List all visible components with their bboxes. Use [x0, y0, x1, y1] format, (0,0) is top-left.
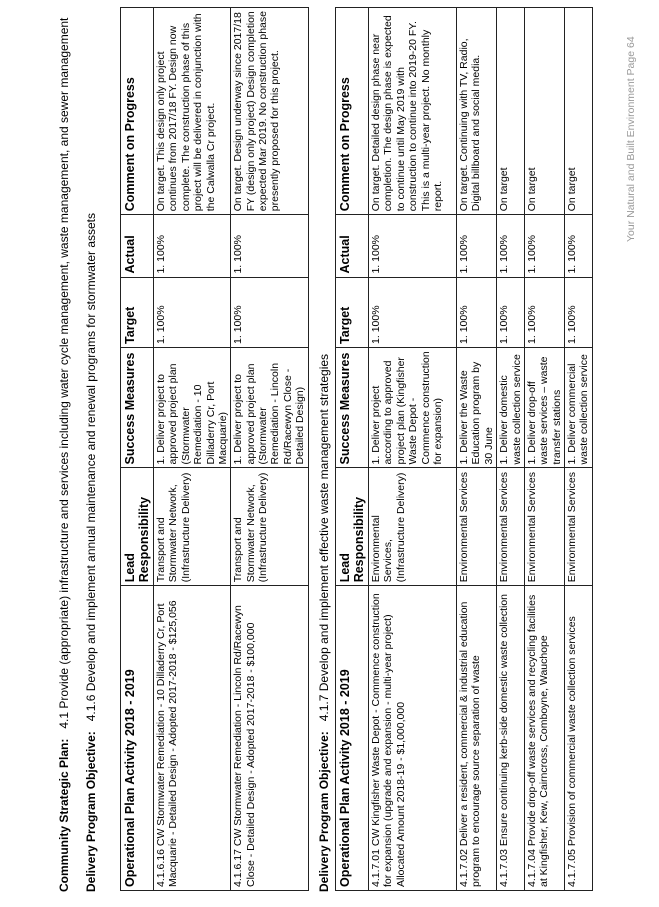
header-comment: Comment on Progress: [336, 8, 369, 215]
measures-cell: 1. Deliver project to approved project plan (Stormwater Remediation - Lincoln Rd/Racewyn Close - Detailed Design): [231, 347, 308, 468]
objective-heading-2: [317, 354, 331, 892]
comment-cell: On target. Detailed design phase near completion. The design phase is expected to continue until May 2019 with construction to continue into 2019-20 FY. This is a multi-year project. No monthly report.: [369, 8, 457, 215]
comment-cell: On target. This design only project continues from 2017/18 FY. Design now complete. The construction phase of this project will be delivered in conjunction with the Calwalla Cr project.: [154, 8, 231, 215]
header-lead: Lead Responsibility: [336, 468, 369, 586]
target-cell: 1. 100%: [524, 277, 564, 347]
target-cell: 1. 100%: [369, 277, 457, 347]
header-target: Target: [121, 277, 154, 347]
table-row: [154, 8, 231, 891]
lead-cell: Environmental Services: [497, 468, 525, 586]
table-header-row: [121, 8, 154, 891]
table-row: [524, 8, 564, 891]
target-cell: 1. 100%: [231, 277, 308, 347]
lead-cell: Environmental Services: [524, 468, 564, 586]
measures-cell: 1. Deliver drop-off waste services – waste transfer stations: [524, 347, 564, 468]
objective-heading-1: [84, 213, 98, 892]
activity-cell: 4.1.7.02 Deliver a resident, commercial & industrial education program to encourage source separation of waste: [457, 586, 497, 891]
lead-cell: Environmental Services, (Infrastructure Delivery): [369, 468, 457, 586]
header-actual: Actual: [336, 215, 369, 277]
community-plan-text: 4.1 Provide (appropriate) infrastructure and services including water cycle management, waste management, and sewer management: [57, 17, 71, 729]
lead-cell: Environmental Services: [565, 468, 593, 586]
stormwater-table: [120, 7, 309, 891]
activity-cell: 4.1.7.05 Provision of commercial waste collection services: [565, 586, 593, 891]
community-strategic-plan: [57, 18, 71, 892]
lead-cell: Transport and Stormwater Network, (Infrastructure Delivery): [231, 468, 308, 586]
measures-cell: 1. Deliver project according to approved project plan (Kingfisher Waste Depot - Commence construction for expansion): [369, 347, 457, 468]
comment-cell: On target: [565, 8, 593, 215]
header-measures: Success Measures: [121, 347, 154, 468]
measures-cell: 1. Deliver the Waste Education program by 30 June: [457, 347, 497, 468]
measures-cell: 1. Deliver commercial waste collection service: [565, 347, 593, 468]
table-header-row: [336, 8, 369, 891]
activity-cell: 4.1.7.04 Provide drop-off waste services and recycling facilities at Kingfisher, Kew, Cairncross, Comboyne, Wauchope: [524, 586, 564, 891]
actual-cell: 1. 100%: [154, 215, 231, 277]
lead-cell: Transport and Stormwater Network, (Infrastructure Delivery): [154, 468, 231, 586]
header-actual: Actual: [121, 215, 154, 277]
activity-cell: 4.1.7.03 Ensure continuing kerb-side domestic waste collection: [497, 586, 525, 891]
activity-cell: 4.1.7.01 CW Kingfisher Waste Depot - Commence construction for expansion (upgrade and expansion - multi-year project) Allocated Amount 2018-19 - $1,000,000: [369, 586, 457, 891]
objective-label-1: Delivery Program Objective:: [84, 731, 98, 892]
target-cell: 1. 100%: [565, 277, 593, 347]
table-row: [369, 8, 457, 891]
actual-cell: 1. 100%: [497, 215, 525, 277]
actual-cell: 1. 100%: [231, 215, 308, 277]
target-cell: 1. 100%: [457, 277, 497, 347]
objective-label-2: Delivery Program Objective:: [317, 731, 331, 892]
table-row: [565, 8, 593, 891]
actual-cell: 1. 100%: [457, 215, 497, 277]
header-comment: Comment on Progress: [121, 8, 154, 215]
activity-cell: 4.1.6.16 CW Stormwater Remediation - 10 Dilladerry Cr, Port Macquarie - Detailed Design - Adopted 2017-2018 - $125,056: [154, 586, 231, 891]
objective-text-1: 4.1.6 Develop and implement annual maintenance and renewal programs for stormwater assets: [84, 212, 98, 722]
waste-table: [335, 7, 593, 891]
target-cell: 1. 100%: [154, 277, 231, 347]
page-footer: Your Natural and Built Environment Page 64: [625, 36, 637, 242]
lead-cell: Environmental Services: [457, 468, 497, 586]
actual-cell: 1. 100%: [369, 215, 457, 277]
header-activity: Operational Plan Activity 2018 - 2019: [121, 586, 154, 891]
table-row: [457, 8, 497, 891]
target-cell: 1. 100%: [497, 277, 525, 347]
activity-cell: 4.1.6.17 CW Stormwater Remediation - Lincoln Rd/Racewyn Close - Detailed Design - Adopted 2017-2018 - $100,000: [231, 586, 308, 891]
objective-text-2: 4.1.7 Develop and implement effective waste management strategies: [317, 353, 331, 722]
header-measures: Success Measures: [336, 347, 369, 468]
measures-cell: 1. Deliver project to approved project plan (Stormwater Remediation - 10 Dilladerry Cr, Port Macquarie): [154, 347, 231, 468]
header-target: Target: [336, 277, 369, 347]
header-lead: Lead Responsibility: [121, 468, 154, 586]
table-row: [497, 8, 525, 891]
comment-cell: On target: [497, 8, 525, 215]
actual-cell: 1. 100%: [565, 215, 593, 277]
measures-cell: 1. Deliver domestic waste collection service: [497, 347, 525, 468]
header-activity: Operational Plan Activity 2018 - 2019: [336, 586, 369, 891]
actual-cell: 1. 100%: [524, 215, 564, 277]
community-plan-label: Community Strategic Plan:: [57, 738, 71, 892]
comment-cell: On target. Continuing with TV, Radio, Digital billboard and social media.: [457, 8, 497, 215]
comment-cell: On target: [524, 8, 564, 215]
comment-cell: On target. Design underway since 2017/18 FY (design only project) Design completion expected Mar 2019. No construction phase presently proposed for this project.: [231, 8, 308, 215]
table-row: [231, 8, 308, 891]
